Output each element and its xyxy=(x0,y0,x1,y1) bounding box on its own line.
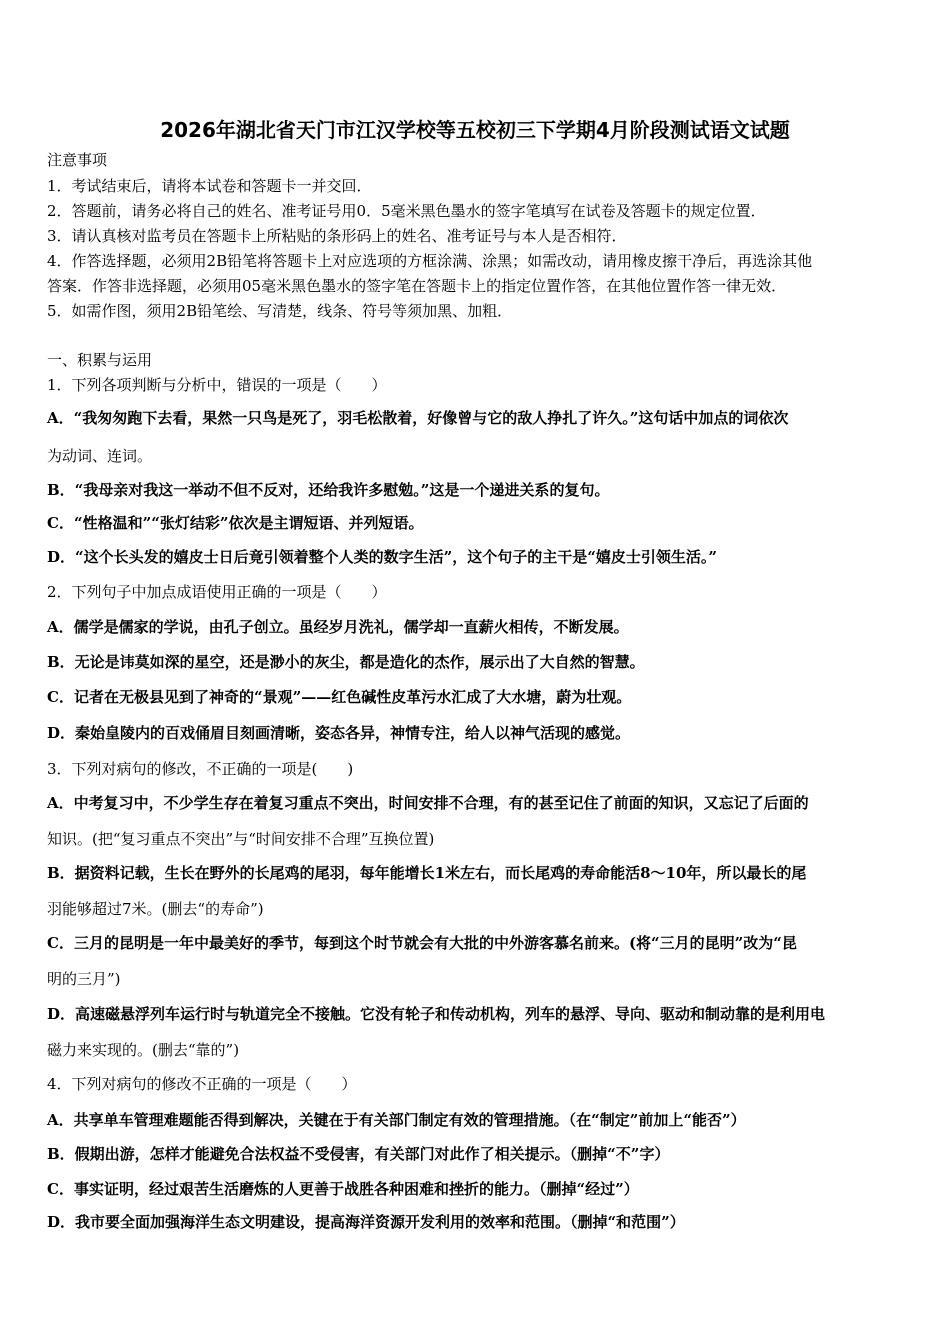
question-line: C．“性格温和”“张灯结彩”依次是主谓短语、并列短语。 xyxy=(47,514,424,532)
question-line: B．无论是讳莫如深的星空，还是渺小的灰尘，都是造化的杰作，展示出了大自然的智慧。 xyxy=(47,653,645,671)
question-line: C．记者在无极县见到了神奇的“景观”——红色碱性皮革污水汇成了大水塘，蔚为壮观。 xyxy=(47,688,632,706)
question-line: 为动词、连词。 xyxy=(47,447,153,465)
question-stem: 1．下列各项判断与分析中，错误的一项是（ ） xyxy=(47,376,387,394)
notice-item: 4．作答选择题，必须用2B铅笔将答题卡上对应选项的方框涂满、涂黑；如需改动，请用橡皮擦干净后，再选涂其他 xyxy=(47,252,813,270)
question-line: 磁力来实现的。(删去“靠的”) xyxy=(47,1041,240,1059)
question-line: B．据资料记载，生长在野外的长尾鸡的尾羽，每年能增长1米左右，而长尾鸡的寿命能活8～10年，所以最长的尾 xyxy=(47,864,807,882)
question-line: A．共享单车管理难题能否得到解决，关键在于有关部门制定有效的管理措施。（在“制定”前加上“能否”） xyxy=(47,1111,746,1129)
question-line: D．“这个长头发的嬉皮士日后竟引领着整个人类的数字生活”，这个句子的主干是“嬉皮士引领生活。” xyxy=(47,548,718,566)
question-line: A．儒学是儒家的学说，由孔子创立。虽经岁月洗礼，儒学却一直薪火相传，不断发展。 xyxy=(47,618,629,636)
notice-item: 1．考试结束后，请将本试卷和答题卡一并交回． xyxy=(47,177,372,195)
question-line: A．“我匆匆跑下去看，果然一只鸟是死了，羽毛松散着，好像曾与它的敌人挣扎了许久。”这句话中加点的词依次 xyxy=(47,409,789,427)
notice-item: 答案．作答非选择题，必须用05毫米黑色墨水的签字笔在答题卡上的指定位置作答，在其他位置作答一律无效． xyxy=(47,277,787,295)
question-stem: 2．下列句子中加点成语使用正确的一项是（ ） xyxy=(47,583,387,601)
notice-item: 5．如需作图，须用2B铅笔绘、写清楚，线条、符号等须加黑、加粗． xyxy=(47,302,513,320)
notice-item: 2．答题前，请务必将自己的姓名、准考证号用0．5毫米黑色墨水的签字笔填写在试卷及答题卡的规定位置． xyxy=(47,202,766,220)
question-line: D．高速磁悬浮列车运行时与轨道完全不接触。它没有轮子和传动机构，列车的悬浮、导向、驱动和制动靠的是利用电 xyxy=(47,1005,826,1023)
question-line: B．“我母亲对我这一举动不但不反对，还给我许多慰勉。”这是一个递进关系的复句。 xyxy=(47,481,610,499)
question-line: C．事实证明，经过艰苦生活磨炼的人更善于战胜各种困难和挫折的能力。（删掉“经过”） xyxy=(47,1180,639,1198)
section-heading: 一、积累与运用 xyxy=(47,351,153,369)
question-line: D．我市要全面加强海洋生态文明建设，提高海洋资源开发利用的效率和范围。（删掉“和范围”） xyxy=(47,1213,685,1231)
notice-item: 3．请认真核对监考员在答题卡上所粘贴的条形码上的姓名、准考证号与本人是否相符． xyxy=(47,227,627,245)
question-line: D．秦始皇陵内的百戏俑眉目刻画清晰，姿态各异，神情专注，给人以神气活现的感觉。 xyxy=(47,724,631,742)
question-line: 知识。(把“复习重点不突出”与“时间安排不合理”互换位置) xyxy=(47,830,435,848)
question-stem: 3．下列对病句的修改，不正确的一项是( ) xyxy=(47,760,354,778)
question-line: B．假期出游，怎样才能避免合法权益不受侵害，有关部门对此作了相关提示。（删掉“不”字） xyxy=(47,1145,670,1163)
question-line: 明的三月”) xyxy=(47,970,121,988)
question-line: A．中考复习中，不少学生存在着复习重点不突出，时间安排不合理，有的甚至记住了前面的知识，又忘记了后面的 xyxy=(47,794,809,812)
question-stem: 4．下列对病句的修改不正确的一项是（ ） xyxy=(47,1075,357,1093)
question-line: C．三月的昆明是一年中最美好的季节，每到这个时节就会有大批的中外游客慕名前来。(将“三月的昆明”改为“昆 xyxy=(47,934,797,952)
page-title: 2026年湖北省天门市江汉学校等五校初三下学期4月阶段测试语文试题 xyxy=(160,118,790,142)
notice-heading: 注意事项 xyxy=(47,151,108,169)
question-line: 羽能够超过7米。(删去“的寿命”) xyxy=(47,900,264,918)
